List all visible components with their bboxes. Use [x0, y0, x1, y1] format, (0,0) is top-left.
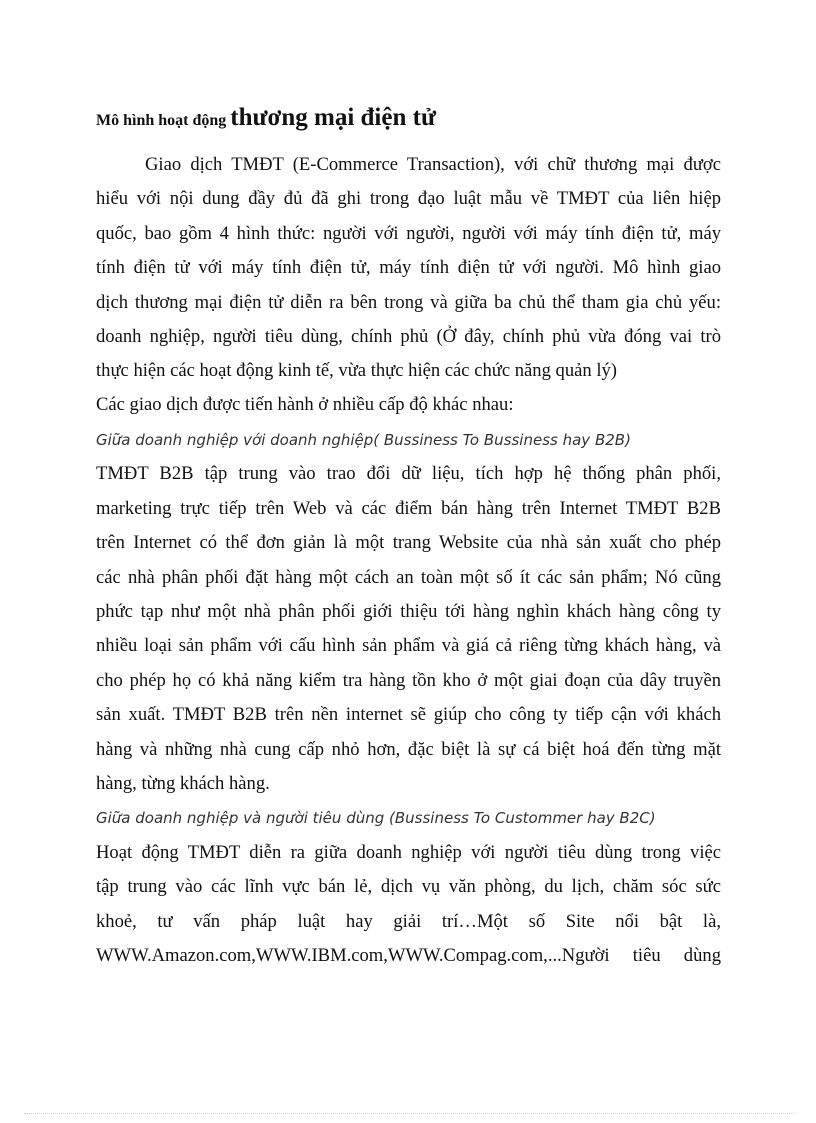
title-small: Mô hình hoạt động — [96, 112, 227, 129]
paragraph-line: tính điện tử với máy tính điện tử, máy tính điện tử với người. Mô hình giao — [96, 257, 721, 278]
page-title — [96, 104, 736, 140]
paragraph-line: nhiều loại sản phẩm với cấu hình sản phẩm và giá cả riêng từng khách hàng, và — [96, 635, 721, 656]
footer-rule — [24, 1113, 794, 1114]
paragraph-line: dịch thương mại điện tử diễn ra bên trong và giữa ba chủ thể tham gia chủ yếu: — [96, 292, 721, 313]
paragraph-line: doanh nghiệp, người tiêu dùng, chính phủ (Ở đây, chính phủ vừa đóng vai trò — [96, 326, 721, 347]
paragraph-line: quốc, bao gồm 4 hình thức: người với người, người với máy tính điện tử, máy — [96, 223, 721, 244]
paragraph-line: WWW.Amazon.com,WWW.IBM.com,WWW.Compag.com,...Người tiêu dùng — [96, 945, 721, 966]
paragraph-line: hàng, từng khách hàng. — [96, 773, 270, 794]
paragraph-line: marketing trực tiếp trên Web và các điểm bán hàng trên Internet TMĐT B2B — [96, 498, 721, 519]
paragraph-line: thực hiện các hoạt động kinh tế, vừa thực hiện các chức năng quản lý) — [96, 360, 617, 381]
paragraph-line: cho phép họ có khả năng kiểm tra hàng tồn kho ở một giai đoạn của dây truyền — [96, 670, 721, 691]
paragraph-line: TMĐT B2B tập trung vào trao đổi dữ liệu, tích hợp hệ thống phân phối, — [96, 463, 721, 484]
paragraph-line: khoẻ, tư vấn pháp luật hay giải trí…Một số Site nổi bật là, — [96, 911, 721, 932]
paragraph-line: Giao dịch TMĐT (E-Commerce Transaction), với chữ thương mại được — [145, 154, 721, 175]
paragraph-line: tập trung vào các lĩnh vực bán lẻ, dịch vụ văn phòng, du lịch, chăm sóc sức — [96, 876, 721, 897]
levels-intro: Các giao dịch được tiến hành ở nhiều cấp độ khác nhau: — [96, 394, 514, 415]
paragraph-line: phức tạp như một nhà phân phối giới thiệu tới hàng nghìn khách hàng công ty — [96, 601, 721, 622]
title-big: thương mại điện tử — [230, 104, 436, 131]
paragraph-line: trên Internet có thể đơn giản là một trang Website của nhà sản xuất cho phép — [96, 532, 721, 553]
paragraph-line: các nhà phân phối đặt hàng một cách an toàn một số ít các sản phẩm; Nó cũng — [96, 567, 721, 588]
section-heading-b2b: Giữa doanh nghiệp với doanh nghiệp( Bussiness To Bussiness hay B2B) — [96, 431, 631, 449]
paragraph-line: Hoạt động TMĐT diễn ra giữa doanh nghiệp với người tiêu dùng trong việc — [96, 842, 721, 863]
paragraph-line: hiểu với nội dung đầy đủ đã ghi trong đạo luật mẫu về TMĐT của liên hiệp — [96, 188, 721, 209]
paragraph-line: sản xuất. TMĐT B2B trên nền internet sẽ giúp cho công ty tiếp cận với khách — [96, 704, 721, 725]
section-heading-b2c: Giữa doanh nghiệp và người tiêu dùng (Bussiness To Custommer hay B2C) — [96, 809, 656, 827]
paragraph-line: hàng và những nhà cung cấp nhỏ hơn, đặc biệt là sự cá biệt hoá đến từng mặt — [96, 739, 721, 760]
